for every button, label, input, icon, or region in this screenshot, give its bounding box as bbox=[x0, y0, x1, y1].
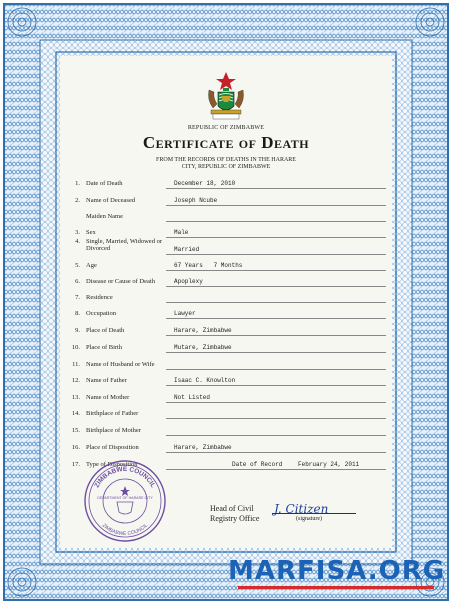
field-label: Age bbox=[86, 262, 97, 269]
field-value: Harare, Zimbabwe bbox=[174, 444, 232, 451]
field-number: 11. bbox=[72, 361, 80, 368]
field-row-date-of-death bbox=[62, 180, 392, 194]
field-value: December 18, 2010 bbox=[174, 180, 236, 187]
field-underline bbox=[166, 286, 386, 287]
field-value: Mutare, Zimbabwe bbox=[174, 344, 232, 351]
field-row-birthplace-of-father bbox=[62, 410, 392, 424]
records-source-line2: CITY, REPUBLIC OF ZIMBABWE bbox=[181, 164, 271, 170]
field-number: 2. bbox=[75, 197, 80, 204]
field-number: 12. bbox=[71, 377, 80, 384]
field-row-marital-status bbox=[62, 238, 392, 252]
field-number: 9. bbox=[75, 327, 80, 334]
field-underline bbox=[166, 302, 386, 303]
field-row-cause-of-death bbox=[62, 278, 392, 292]
field-number: 17. bbox=[71, 461, 80, 468]
field-underline bbox=[166, 318, 386, 319]
field-label: Name of Mother bbox=[86, 394, 130, 401]
svg-text:ZIMBABWE COUNCIL bbox=[101, 522, 150, 537]
registry-head-line1: Head of Civil bbox=[210, 504, 254, 513]
signature: J. Citizen bbox=[274, 502, 329, 516]
field-underline bbox=[166, 418, 386, 419]
field-label: Maiden Name bbox=[86, 213, 124, 220]
field-number: 15. bbox=[71, 427, 80, 434]
field-label: Single, Married, Widowed or Divorced bbox=[86, 238, 162, 252]
field-number: 8. bbox=[75, 310, 80, 317]
field-label: Occupation bbox=[86, 310, 116, 317]
signature-caption: (signature) bbox=[296, 516, 322, 522]
council-seal-icon bbox=[82, 458, 168, 544]
field-row-age bbox=[62, 262, 392, 276]
field-underline bbox=[166, 221, 386, 222]
field-label: Birthplace of Mother bbox=[86, 427, 141, 434]
field-number: 4. bbox=[75, 238, 80, 245]
certificate-title: Certificate of Death bbox=[142, 133, 310, 152]
field-row-maiden-name bbox=[62, 213, 392, 227]
field-row-occupation bbox=[62, 310, 392, 324]
field-row-place-of-birth bbox=[62, 344, 392, 358]
date-of-record-value: February 24, 2011 bbox=[298, 461, 360, 468]
records-source-line1: FROM THE RECORDS OF DEATHS IN THE HARARE bbox=[156, 157, 296, 163]
field-number: 6. bbox=[75, 278, 80, 285]
field-label: Name of Father bbox=[86, 377, 127, 384]
field-row-name-of-deceased bbox=[62, 197, 392, 211]
field-label: Date of Death bbox=[86, 180, 123, 187]
field-row-place-of-death bbox=[62, 327, 392, 341]
field-row-name-of-father bbox=[62, 377, 392, 391]
field-label: Disease or Cause of Death bbox=[86, 278, 155, 285]
field-row-birthplace-of-mother bbox=[62, 427, 392, 441]
field-label: Place of Death bbox=[86, 327, 125, 334]
field-value: Harare, Zimbabwe bbox=[174, 327, 232, 334]
field-value: Isaac C. Knowlton bbox=[174, 377, 236, 384]
field-row-name-of-mother bbox=[62, 394, 392, 408]
field-row-spouse-name bbox=[62, 361, 392, 375]
field-row-residence bbox=[62, 294, 392, 308]
field-underline bbox=[166, 188, 386, 189]
field-number: 16. bbox=[71, 444, 80, 451]
field-value: Apoplexy bbox=[174, 278, 203, 285]
field-number: 3. bbox=[75, 229, 80, 236]
field-value: Lawyer bbox=[174, 310, 196, 317]
field-label: Residence bbox=[86, 294, 113, 301]
field-underline bbox=[166, 369, 386, 370]
watermark-underline bbox=[238, 586, 434, 589]
field-value: Joseph Ncube bbox=[174, 197, 218, 204]
field-label: Sex bbox=[86, 229, 96, 236]
field-number: 1. bbox=[75, 180, 80, 187]
field-underline bbox=[166, 402, 386, 403]
field-number: 14. bbox=[71, 410, 80, 417]
field-label: Name of Husband or Wife bbox=[86, 361, 155, 368]
field-value: Married bbox=[174, 246, 200, 253]
coat-of-arms-icon bbox=[201, 70, 251, 122]
field-number: 7. bbox=[75, 294, 80, 301]
field-underline bbox=[166, 435, 386, 436]
field-label: Name of Deceased bbox=[86, 197, 136, 204]
field-label: Birthplace of Father bbox=[86, 410, 139, 417]
field-label: Type of Disposition bbox=[86, 461, 138, 468]
country-name: REPUBLIC OF ZIMBABWE bbox=[187, 125, 265, 131]
watermark-text: MARFISA.ORG bbox=[228, 556, 446, 586]
field-row-place-of-disposition bbox=[62, 444, 392, 458]
date-of-record-label: Date of Record bbox=[232, 461, 283, 468]
field-label: Place of Birth bbox=[86, 344, 123, 351]
seal-bottom-text: ZIMBABWE COUNCIL bbox=[100, 522, 150, 538]
seal-top-text: ZIMBABWE COUNCIL bbox=[93, 465, 157, 489]
field-value: 67 Years 7 Months bbox=[174, 262, 243, 269]
field-underline bbox=[166, 385, 386, 386]
field-underline bbox=[166, 254, 386, 255]
signature-line bbox=[272, 513, 356, 514]
registry-head-line2: Registry Office bbox=[210, 514, 260, 523]
field-underline bbox=[166, 335, 386, 336]
field-underline bbox=[166, 352, 386, 353]
field-value: Not Listed bbox=[174, 394, 211, 401]
seal-mid-text: DEPARTMENT OF HARARE CITY bbox=[97, 496, 153, 500]
field-number: 13. bbox=[71, 394, 80, 401]
field-underline bbox=[166, 469, 386, 470]
field-underline bbox=[166, 452, 386, 453]
field-number: 10. bbox=[71, 344, 80, 351]
field-label: Place of Disposition bbox=[86, 444, 139, 451]
field-value: Male bbox=[174, 229, 189, 236]
svg-text:ZIMBABWE COUNCIL bbox=[94, 466, 157, 489]
field-underline bbox=[166, 270, 386, 271]
field-number: 5. bbox=[75, 262, 80, 269]
field-underline bbox=[166, 205, 386, 206]
